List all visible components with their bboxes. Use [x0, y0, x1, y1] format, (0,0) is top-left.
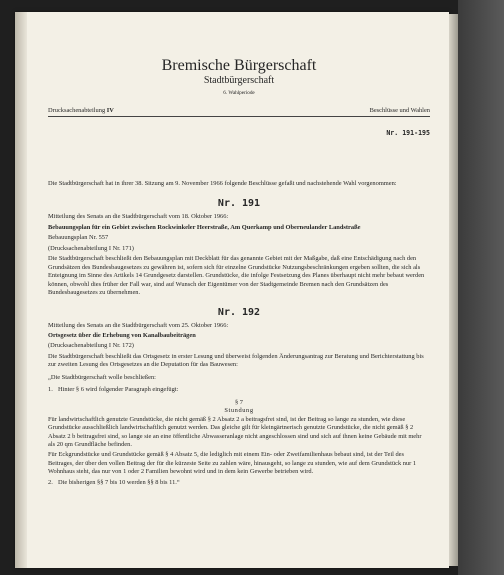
- document-content: [48, 58, 430, 487]
- masthead-title: Bremische Bürgerschaft: [161, 57, 317, 74]
- header-left-value: IV: [106, 106, 114, 114]
- section-192-body: Die Stadtbürgerschaft beschließt das Ortsgesetz in erster Lesung und überweist folgenden Änderungsantrag zur Beratung und Berichterstattung bis zur zweiten Lesung des Ortsgesetzes an die Deputation für das Bauwesen:: [48, 352, 424, 369]
- header-line: [48, 107, 430, 117]
- section-191-body: Die Stadtbürgerschaft beschließt den Bebauungsplan mit Deckblatt für das genannte Gebiet mit der Maßgabe, daß eine Entschädigung nach den Grundsätzen des Bundesbaugesetzes zu gewähren ist, sofern sich für einzelne Grundstücke Nutzungsbeschränkungen ergeben sollten, die sich als Enteignung im Sinne des Artikels 14 Grundgesetz darstellen. Grundstücke, die infolge Festsetzung des Planes überhaupt nicht mehr bebaut werden können, obwohl dies früher der Fall war, sind auf Wunsch der Eigentümer von der Stadtgemeinde Bremen nach den Grundsätzen des Bundesbaugesetzes zu übernehmen.: [48, 255, 425, 297]
- number-range: Nr. 191-195: [386, 129, 430, 138]
- masthead-subtitle: Stadtbürgerschaft: [203, 75, 275, 86]
- section-192-subject: Ortsgesetz über die Erhebung von Kanalbaubeiträgen: [48, 332, 196, 339]
- list-item: [48, 479, 430, 487]
- section-number-191: Nr. 191: [217, 198, 261, 210]
- page-stack-edge: [449, 14, 458, 566]
- list-item: [48, 386, 430, 394]
- section-191-printed: (Drucksachenabteilung I Nr. 171): [48, 244, 134, 252]
- paragraph-title: Stundung: [224, 407, 254, 415]
- list-item-number: 1.: [48, 386, 53, 394]
- list-item-number: 2.: [48, 478, 53, 486]
- section-191-subject: Bebauungsplan für ein Gebiet zwischen Rockwinkeler Heerstraße, Am Querkamp und Oberneulander Landstraße: [48, 223, 361, 231]
- page-gutter: [15, 12, 27, 568]
- book-cover-edge: [458, 0, 504, 575]
- paragraph-text-1: Für landwirtschaftlich genutzte Grundstücke, die nicht gemäß § 2 Absatz 2 a beitragsfrei sind, ist der Beitrag so lange zu stunden, wie diese Grundstücke ausschließlich landwirtschaftlich genutzt werden. Das gleiche gilt für kleingärtnerisch genutzte Grundstücke, die nicht gemäß § 2 Absatz 2 b beitragsfrei sind, so lange sie an eine öffentliche Abwasseranlage nicht angeschlossen sind und sich auf ihnen keine Gebäude mit mehr als 20 qm Grundfläche befinden.: [48, 415, 422, 448]
- section-191-communication: Mitteilung des Senats an die Stadtbürgerschaft vom 18. Oktober 1966:: [48, 213, 229, 221]
- list-item-text: Hinter § 6 wird folgender Paragraph eingefügt:: [58, 386, 179, 394]
- section-192-printed: (Drucksachenabteilung I Nr. 172): [48, 342, 134, 350]
- legislative-period: 6. Wahlperiode: [223, 90, 255, 96]
- header-left: [48, 107, 114, 115]
- section-192-communication: Mitteilung des Senats an die Stadtbürgerschaft vom 25. Oktober 1966:: [48, 321, 229, 329]
- paragraph-text-2: Für Eckgrundstücke und Grundstücke gemäß § 4 Absatz 5, die lediglich mit einem Ein- oder Zweifamilienhaus bebaut sind, ist der Teil des Beitrages, der über den vollen Beitrag der für die kürzeste Seite zu zahlen wäre, hinausgeht, so lange zu stunden, wie auf dem Grundstück nur 1 Wohnhaus steht, das nur von 1 oder 2 Familien bewohnt wird und in dem kein Gewerbe betrieben wird.: [48, 451, 417, 476]
- list-item-text: Die bisherigen §§ 7 bis 10 werden §§ 8 bis 11.“: [58, 478, 180, 486]
- section-191-plan: Bebauungsplan Nr. 557: [48, 234, 109, 242]
- paragraph-sign: § 7: [235, 398, 243, 406]
- header-left-label: Drucksachenabteilung: [48, 106, 106, 114]
- intro-text: Die Stadtbürgerschaft hat in ihrer 38. Sitzung am 9. November 1966 folgende Beschlüsse gefaßt und nachstehende Wahl vorgenommen:: [48, 180, 397, 188]
- header-right: Beschlüsse und Wahlen: [369, 106, 430, 114]
- section-number-192: Nr. 192: [217, 306, 261, 318]
- quote-intro: „Die Stadtbürgerschaft wolle beschließen:: [48, 373, 156, 381]
